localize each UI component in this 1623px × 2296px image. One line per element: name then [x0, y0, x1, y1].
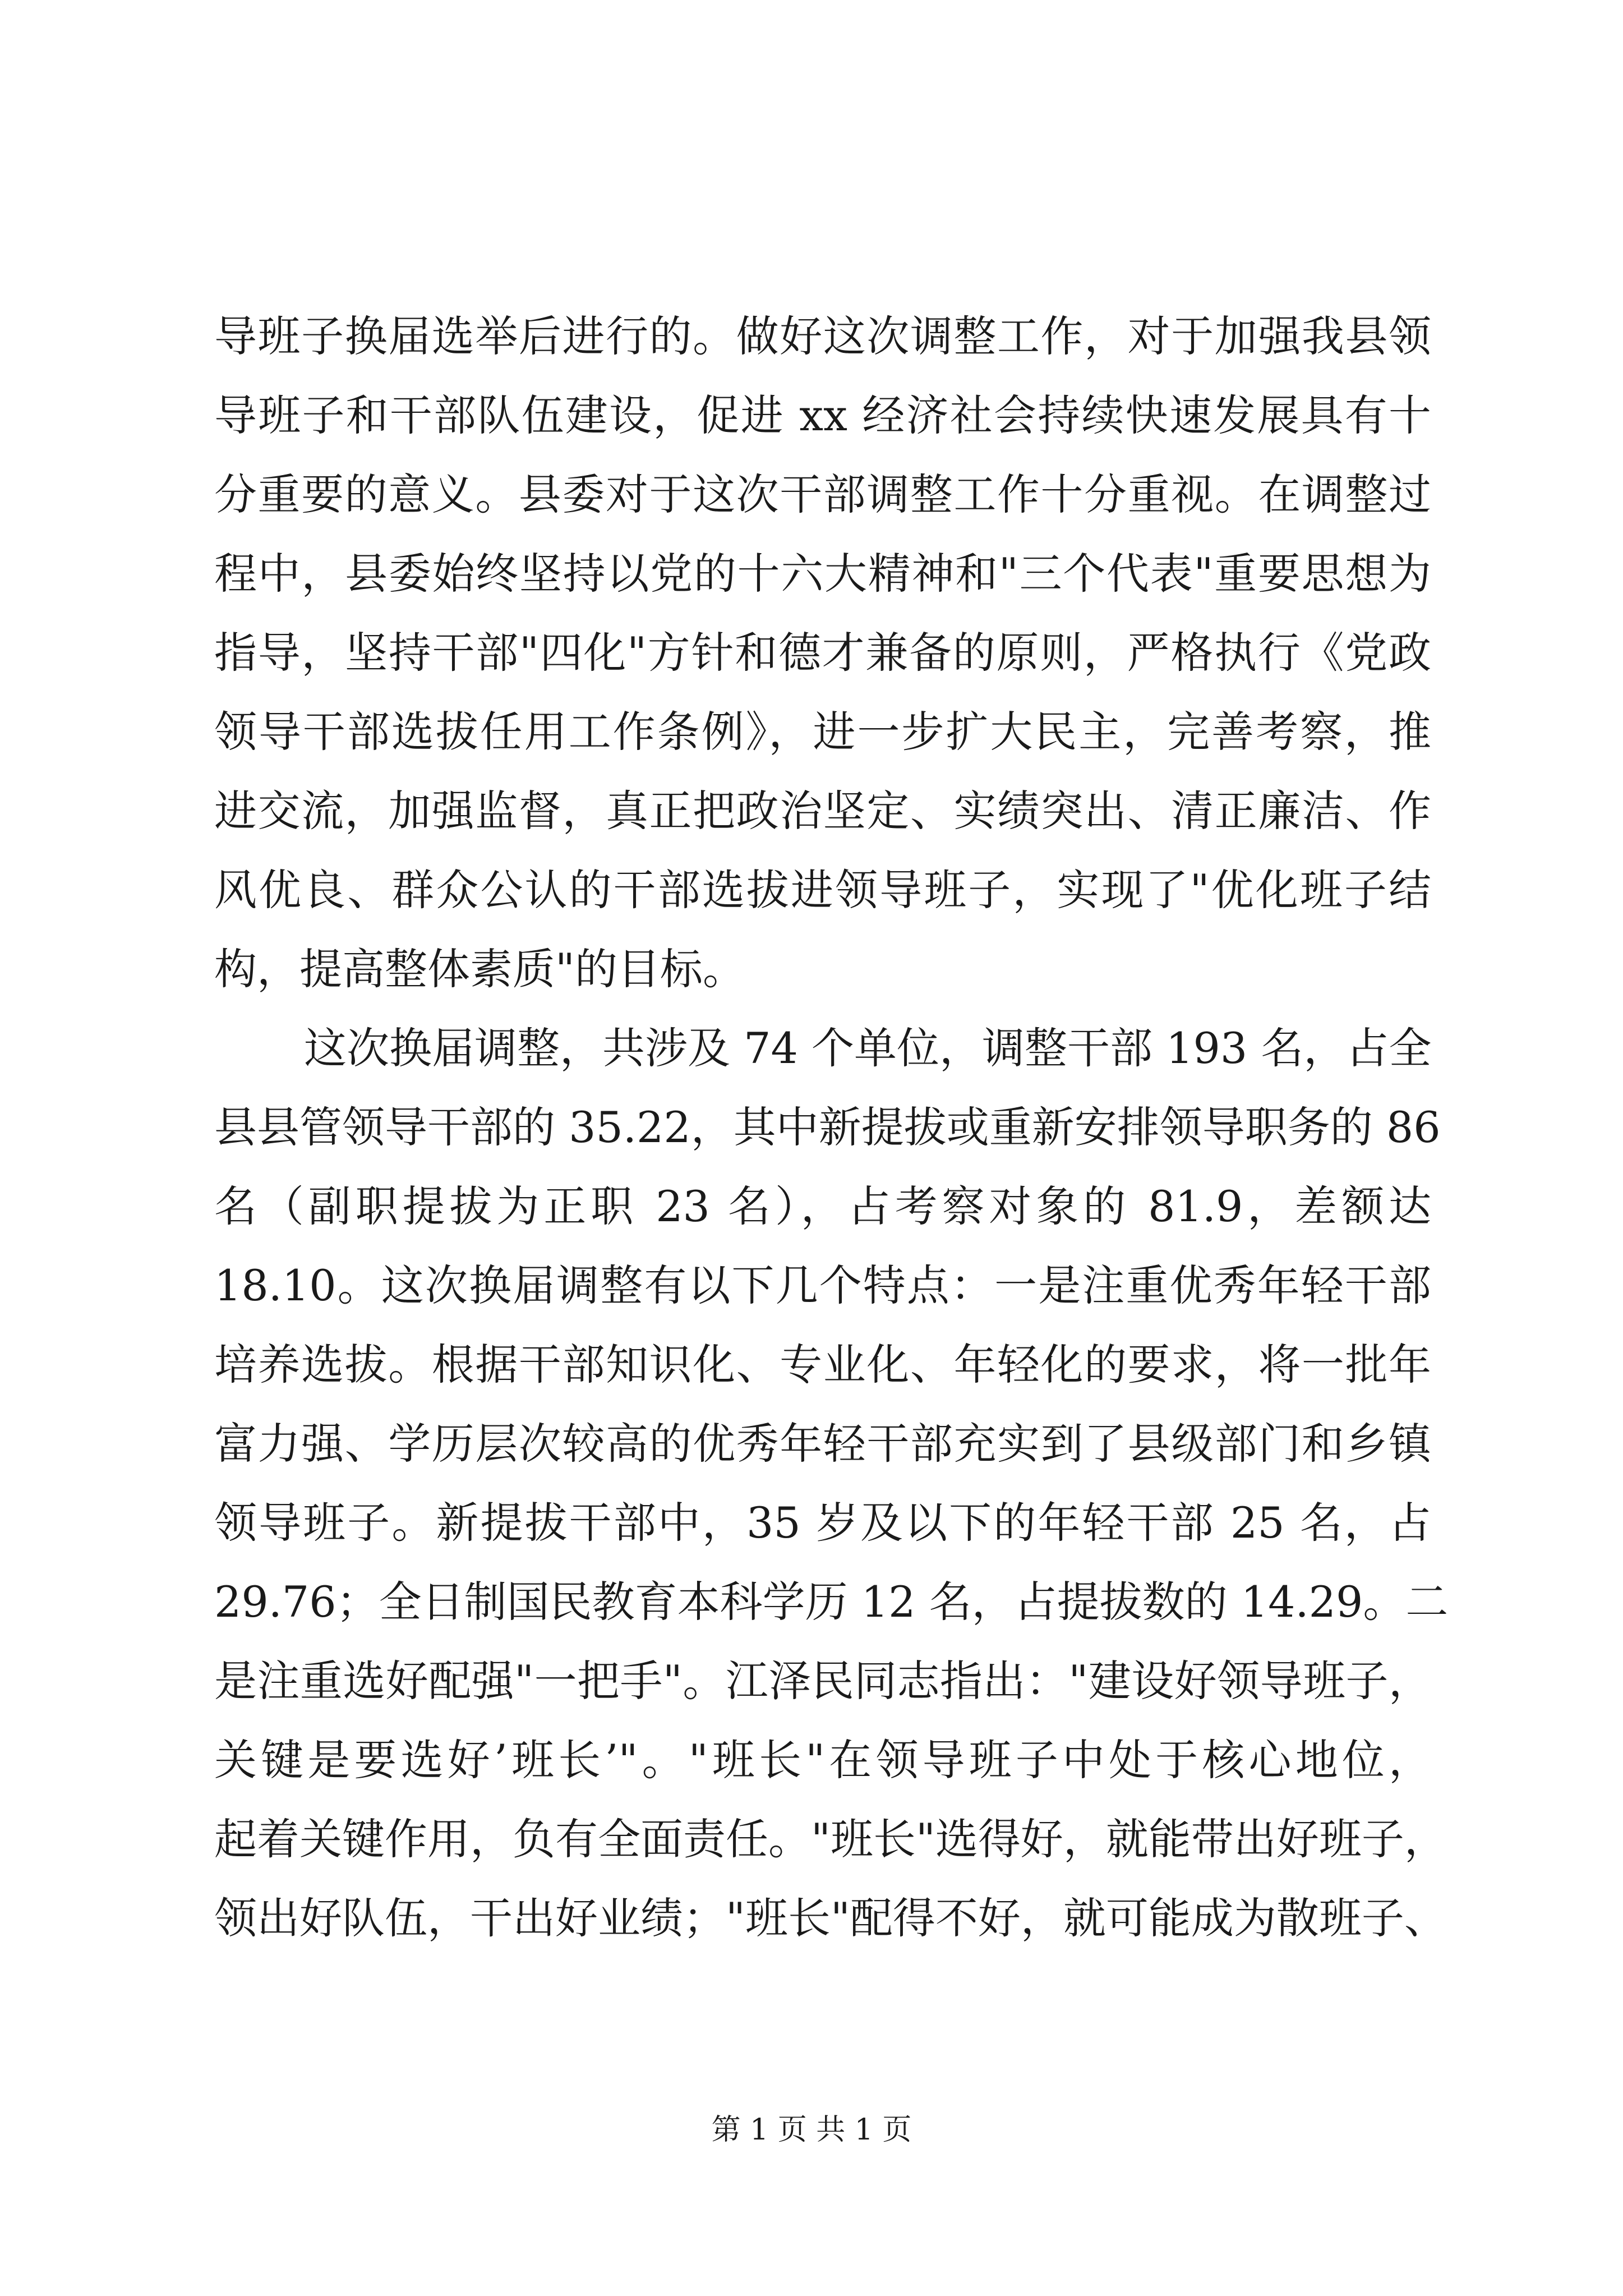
text-line: 培养选拔。根据干部知识化、专业化、年轻化的要求，将一批年: [214, 1340, 1431, 1389]
text-line: 导班子换届选举后进行的。做好这次调整工作，对于加强我县领: [214, 311, 1431, 361]
text-line: 起着关键作用，负有全面责任。"班长"选得好，就能带出好班子，: [214, 1814, 1447, 1864]
text-line: 程中，县委始终坚持以党的十六大精神和"三个代表"重要思想为: [214, 549, 1431, 599]
text-line: 富力强、学历层次较高的优秀年轻干部充实到了县级部门和乡镇: [214, 1419, 1431, 1469]
text-line: 构，提高整体素质"的目标。: [214, 944, 745, 994]
text-line: 这次换届调整，共涉及 74 个单位，调整干部 193 名，占全: [304, 1023, 1432, 1073]
text-line: 指导，坚持干部"四化"方针和德才兼备的原则，严格执行《党政: [214, 628, 1431, 678]
text-line: 29.76；全日制国民教育本科学历 12 名，占提拔数的 14.29。二: [214, 1577, 1449, 1627]
text-line: 领导干部选拔任用工作条例》，进一步扩大民主，完善考察，推: [214, 707, 1431, 757]
text-line: 18.10。这次换届调整有以下几个特点：一是注重优秀年轻干部: [214, 1260, 1431, 1310]
text-line: 领导班子。新提拔干部中，35 岁及以下的年轻干部 25 名，占: [214, 1498, 1431, 1548]
page-number-footer: 第 1 页 共 1 页: [711, 2113, 912, 2147]
text-line: 县县管领导干部的 35.22，其中新提拔或重新安排领导职务的 86: [214, 1102, 1441, 1152]
text-line: 名（副职提拔为正职 23 名），占考察对象的 81.9，差额达: [214, 1181, 1431, 1231]
text-line: 风优良、群众公认的干部选拔进领导班子，实现了"优化班子结: [214, 865, 1431, 915]
text-line: 分重要的意义。县委对于这次干部调整工作十分重视。在调整过: [214, 470, 1431, 519]
text-line: 进交流，加强监督，真正把政治坚定、实绩突出、清正廉洁、作: [214, 786, 1431, 836]
text-line: 关键是要选好’班长’"。"班长"在领导班子中处于核心地位，: [214, 1735, 1431, 1785]
text-line: 领出好队伍，干出好业绩；"班长"配得不好，就可能成为散班子、: [214, 1893, 1447, 1943]
text-line: 是注重选好配强"一把手"。江泽民同志指出："建设好领导班子，: [214, 1656, 1431, 1706]
text-line: 导班子和干部队伍建设，促进 xx 经济社会持续快速发展具有十: [214, 390, 1431, 440]
